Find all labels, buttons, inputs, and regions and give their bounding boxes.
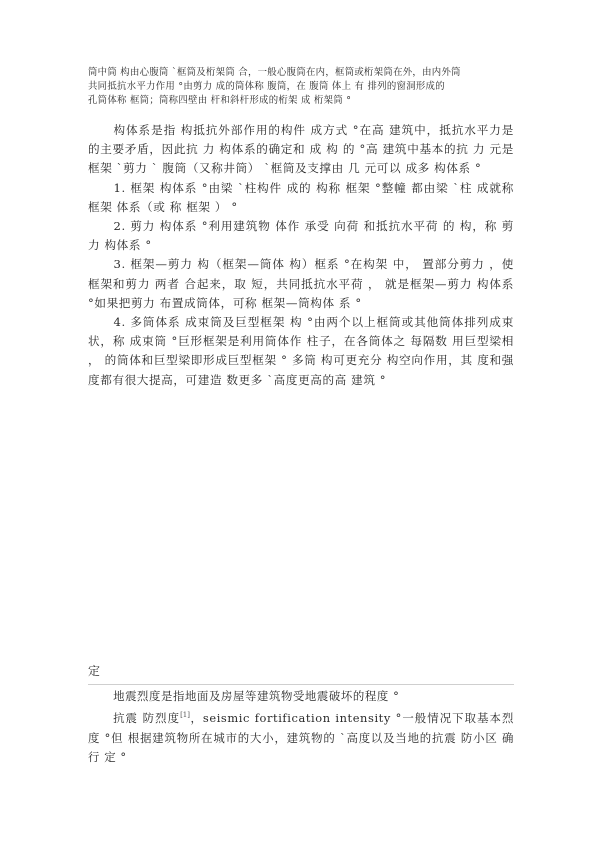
body-paragraph-frame: 1. 框架 构体系 °由梁 `柱构件 成的 构称 框架 °整幢 都由梁 `柱 成就称 框架 体系（或 称 框架 ） ° — [88, 180, 514, 214]
main-body — [88, 121, 514, 390]
term-text: 抗震 防烈度 — [113, 711, 181, 726]
body-paragraph-shear-wall: 2. 剪力 构体系 °利用建筑物 体作 承受 向荷 和抵抗水平荷 的 构，称 剪力 构体系 ° — [88, 219, 514, 253]
section-heading: 定 — [88, 664, 101, 678]
body-paragraph-multi-tube: 4. 多筒体系 成束筒及巨型框架 构 °由两个以上框筒或其他筒体排列成束状，称 成束筒 °巨形框架是利用筒体作 柱子，在各筒体之 每隔数 用巨型梁相 ， 的筒体和巨型梁即形成巨型框架 ° 多筒 构可更充分 构空向作用，其 度和强度都有很大提高，可建造 数更多 `高度更高的高 建筑 ° — [88, 315, 514, 387]
body-paragraph-seismic-intensity: 地震烈度是指地面及房屋等建筑物受地震破坏的程度 ° — [113, 689, 400, 703]
intro-line: 筒中筒 构由心腹筒 `框筒及桁架筒 合，一般心腹筒在内，框筒或桁架筒在外，由内外筒 — [88, 67, 461, 78]
definition-text: ，seismic fortification intensity °一般情况下取基本烈度 °但 根据建筑物所在城市的大小，建筑物的 `高度以及当地的抗震 防小区 确行 定 ° — [88, 711, 514, 765]
citation-marker: [1] — [180, 711, 190, 720]
body-paragraph-structure-system: 构体系是指 构抵抗外部作用的构件 成方式 °在高 建筑中，抵抗水平力是 的主要矛盾，因此抗 力 构体系的确定和 成 构 的 °高 建筑中基本的抗 力 元是框架 `剪力 ` 腹筒（又称井筒） `框筒及支撑由 几 元可以 成多 构体系 ° — [88, 123, 514, 176]
body-paragraph-fortification-intensity — [88, 706, 514, 767]
definition-body — [88, 687, 514, 767]
body-paragraph-frame-shear-wall: 3. 框架—剪力 构（框架—筒体 构）框系 °在构架 中， 置部分剪力 ，使框架和剪力 两者 合起来，取 短，共同抵抗水平荷 ， 就是框架—剪力 构体系 °如果把剪力 布置成筒体，可称 框架—筒构体 系 ° — [88, 257, 514, 310]
intro-paragraph — [88, 66, 514, 108]
intro-line: 孔筒体称 框筒；筒称四壁由 杆和斜杆形成的桁架 成 桁架筒 ° — [88, 95, 352, 106]
intro-line: 共同抵抗水平力作用 °由剪力 成的筒体称 腹筒，在 腹筒 体上 有 排列的窗洞形成的 — [88, 81, 445, 92]
section-divider — [88, 684, 514, 685]
